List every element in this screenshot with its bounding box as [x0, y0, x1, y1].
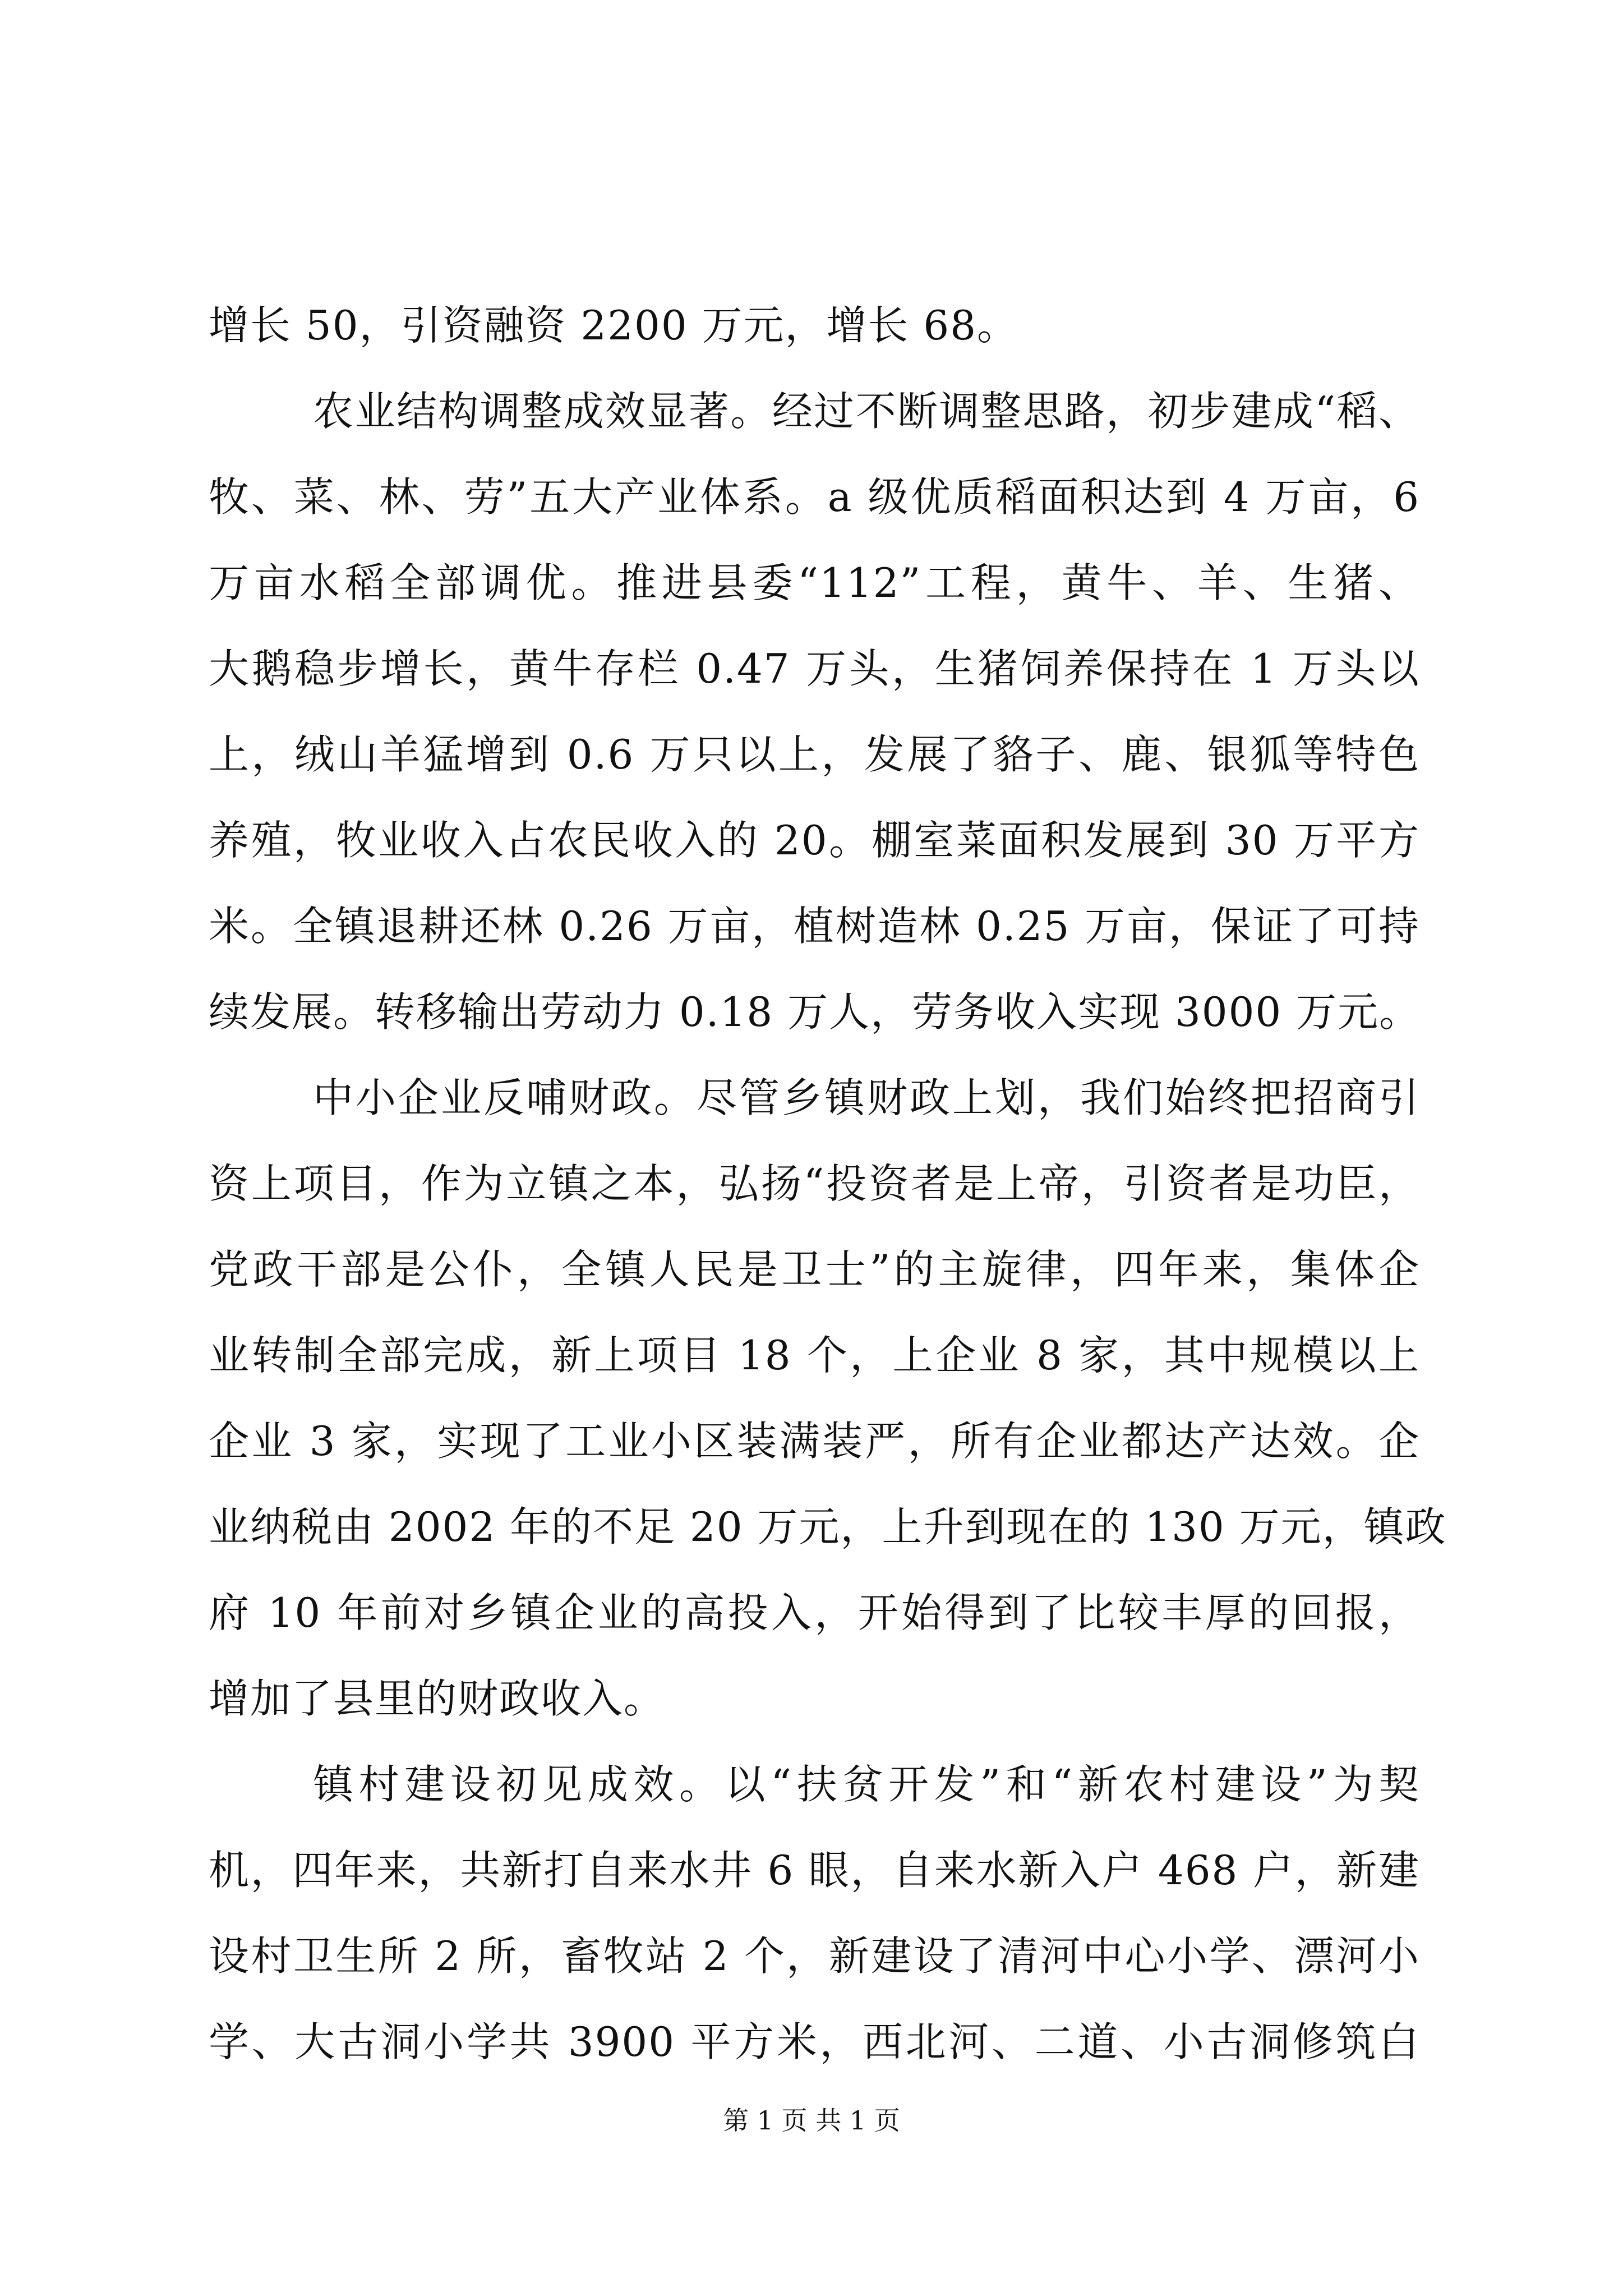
text-line: 大鹅稳步增长，黄牛存栏 0.47 万头，生猪饲养保持在 1 万头以 — [209, 645, 1420, 692]
text-line: 府 10 年前对乡镇企业的高投入，开始得到了比较丰厚的回报， — [209, 1589, 1420, 1636]
text-line: 业纳税由 2002 年的不足 20 万元，上升到现在的 130 万元，镇政 — [209, 1503, 1447, 1550]
text-line: 设村卫生所 2 所，畜牧站 2 个，新建设了清河中心小学、漂河小 — [209, 1932, 1420, 1980]
text-line: 党政干部是公仆，全镇人民是卫士”的主旋律，四年来，集体企 — [209, 1246, 1420, 1293]
text-line: 增加了县里的财政收入。 — [209, 1675, 666, 1722]
text-line: 上，绒山羊猛增到 0.6 万只以上，发展了貉子、鹿、银狐等特色 — [209, 731, 1420, 778]
text-line: 万亩水稻全部调优。推进县委“112”工程，黄牛、羊、生猪、 — [209, 559, 1420, 606]
text-line: 养殖，牧业收入占农民收入的 20。棚室菜面积发展到 30 万平方 — [209, 817, 1420, 864]
paragraph-start-line: 镇村建设初见成效。以“扶贫开发”和“新农村建设”为契 — [313, 1761, 1420, 1808]
text-line: 资上项目，作为立镇之本，弘扬“投资者是上帝，引资者是功臣， — [209, 1160, 1420, 1207]
text-line: 牧、菜、林、劳”五大产业体系。a 级优质稻面积达到 4 万亩，6 — [209, 473, 1420, 521]
page-footer: 第 1 页 共 1 页 — [723, 2105, 900, 2136]
text-line: 业转制全部完成，新上项目 18 个，上企业 8 家，其中规模以上 — [209, 1332, 1420, 1379]
text-line: 学、大古洞小学共 3900 平方米，西北河、二道、小古洞修筑白 — [209, 2018, 1420, 2065]
paragraph-start-line: 农业结构调整成效显著。经过不断调整思路，初步建成“稻、 — [313, 388, 1420, 435]
text-line: 企业 3 家，实现了工业小区装满装严，所有企业都达产达效。企 — [209, 1418, 1420, 1465]
text-line: 增长 50，引资融资 2200 万元，增长 68。 — [209, 302, 1019, 349]
text-line: 米。全镇退耕还林 0.26 万亩，植树造林 0.25 万亩，保证了可持 — [209, 903, 1420, 950]
text-line: 续发展。转移输出劳动力 0.18 万人，劳务收入实现 3000 万元。 — [209, 988, 1421, 1036]
text-line: 机，四年来，共新打自来水井 6 眼，自来水新入户 468 户，新建 — [209, 1847, 1420, 1894]
paragraph-start-line: 中小企业反哺财政。尽管乡镇财政上划，我们始终把招商引 — [313, 1074, 1420, 1121]
